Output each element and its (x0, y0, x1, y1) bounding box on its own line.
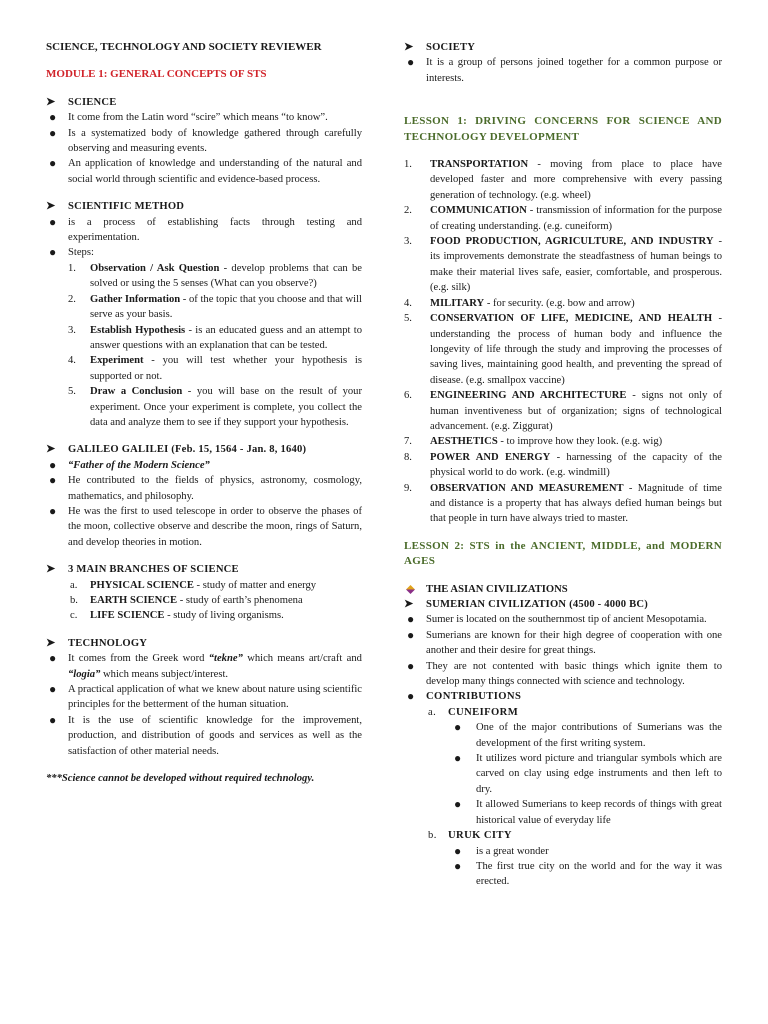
list-item: ● It utilizes word picture and triangular symbols which are carved on clay using edge instruments and then left to dry. (454, 751, 722, 795)
list-item: ● He contributed to the fields of physics, astronomy, cosmology, mathematics, and philosophy. (49, 473, 362, 502)
bullet-icon: ● (407, 689, 415, 704)
concern-item: 4. MILITARY - for security. (e.g. bow and arrow) (404, 297, 635, 309)
bullet-icon: ● (454, 797, 462, 812)
bullet-icon: ● (407, 627, 415, 642)
list-item: ● is a great wonder (454, 843, 549, 858)
list-item: ● A practical application of what we knew about nature using scientific principles for the betterment of the human situation. (49, 682, 362, 711)
concern-item: 6. ENGINEERING AND ARCHITECTURE - signs not only of human inventiveness but of organization; signs of technological advancement. (e.g. Ziggurat) (404, 390, 722, 432)
bullet-icon: ● (49, 473, 57, 488)
list-item: ● An application of knowledge and understanding of the natural and social world through scientific and evidence-based process. (49, 156, 362, 185)
step-item: 4. Experiment - you will test whether your hypothesis is supported or not. (68, 355, 362, 382)
concern-item: 9. OBSERVATION AND MEASUREMENT - Magnitude of time and distance is a property that has always defied human beings but that people in turn have always tried to master. (404, 482, 722, 525)
bullet-icon: ● (49, 712, 57, 727)
branch-item: c. LIFE SCIENCE - study of living organisms. (70, 610, 284, 622)
bullet-icon: ● (407, 612, 415, 627)
arrow-bullet-icon: ➤ (46, 563, 56, 576)
concern-item: 7. AESTHETICS - to improve how they look. (e.g. wig) (404, 436, 663, 448)
arrow-bullet-icon: ➤ (404, 41, 414, 53)
list-item: ● is a process of establishing facts through testing and experimentation. (49, 214, 362, 244)
sumerian-heading: ➤ SUMERIAN CIVILIZATION (4500 - 4000 BC) (404, 597, 722, 612)
list-item: ● The first true city on the world and for the way it was erected. (454, 858, 722, 888)
concern-item: 3. FOOD PRODUCTION, AGRICULTURE, AND INDUSTRY - its improvements demonstrate the steadfastness of human beings to make their material lives safe, easier, comfortable, and prosperous. (e.g. silk) (404, 236, 722, 294)
list-item: ● It come from the Latin word “scire” which means “to know”. (49, 110, 328, 125)
document-title: SCIENCE, TECHNOLOGY AND SOCIETY REVIEWER (46, 41, 322, 53)
bullet-icon: ● (49, 214, 57, 229)
bullet-icon: ● (49, 156, 57, 171)
bullet-icon: ● (49, 457, 57, 472)
arrow-bullet-icon: ➤ (46, 200, 56, 213)
bullet-icon: ● (407, 658, 415, 673)
arrow-bullet-icon: ➤ (46, 636, 56, 649)
step-item: 3. Establish Hypothesis - is an educated guess and an attempt to answer questions with an explanation that can be tested. (68, 324, 362, 351)
contributions-heading: ● CONTRIBUTIONS (407, 689, 522, 704)
list-item: ● It allowed Sumerians to keep records of things with great historical value of everyday life (454, 797, 722, 826)
concern-item: 8. POWER AND ENERGY - harnessing of the capacity of the physical world to do work. (e.g. windmill) (404, 451, 722, 479)
bullet-icon: ● (454, 843, 462, 858)
branch-item: a. PHYSICAL SCIENCE - study of matter and energy (70, 579, 317, 591)
diamond-bullet-icon (406, 585, 415, 594)
asian-civilizations-heading: THE ASIAN CIVILIZATIONS (404, 582, 722, 597)
bullet-icon: ● (49, 125, 57, 140)
right-column (404, 40, 722, 890)
science-heading: ➤ SCIENCE (46, 95, 362, 110)
technology-note: ***Science cannot be developed without required technology. (46, 773, 315, 785)
list-item: ● He was the first to used telescope in order to observe the phases of the moon, collective observe and describe the moon, rings of Saturn, and develop theories in motion. (49, 503, 362, 548)
lesson-2-heading: LESSON 2: STS in the ANCIENT, MIDDLE, and MODERN AGES (404, 539, 722, 568)
scientific-method-heading: ➤ SCIENTIFIC METHOD (46, 199, 362, 214)
list-item: ● Is a systematized body of knowledge gathered through carefully observing and measuring events. (49, 125, 362, 155)
uruk-heading: b. URUK CITY (428, 830, 512, 842)
list-item: ● They are not contented with basic things which ignite them to develop many things connected with science and technology. (407, 658, 722, 688)
bullet-icon: ● (49, 682, 57, 697)
technology-heading: ➤ TECHNOLOGY (46, 636, 362, 651)
bullet-icon: ● (454, 751, 462, 766)
bullet-icon: ● (49, 503, 57, 518)
list-item: ● Sumer is located on the southernmost tip of ancient Mesopotamia. (407, 612, 707, 627)
module-heading: MODULE 1: GENERAL CONCEPTS OF STS (46, 68, 267, 81)
bullet-icon: ● (49, 110, 57, 125)
galileo-heading: ➤ GALILEO GALILEI (Feb. 15, 1564 - Jan. 8, 1640) (46, 442, 362, 457)
list-item: ● Steps: (49, 245, 94, 260)
cuneiform-heading: a. CUNEIFORM (428, 706, 519, 718)
list-item: ● One of the major contributions of Sumerians was the development of the first writing system. (454, 720, 722, 749)
concern-item: 5. CONSERVATION OF LIFE, MEDICINE, AND HEALTH - understanding the process of human body and influence the longevity of life through the study and improving the processes of saving lives, maintaining good health, and preventing the spread of disease. (e.g. smallpox vaccine) (404, 313, 722, 386)
arrow-bullet-icon: ➤ (404, 598, 414, 610)
bullet-icon: ● (49, 245, 57, 260)
step-item: 5. Draw a Conclusion - you will base on the result of your experiment. Once your experiment is complete, you collect the data and analyze them to see if they support your hypothesis. (68, 386, 363, 428)
list-item: ● It is the use of scientific knowledge for the improvement, production, and distribution of goods and services as well as the satisfaction of other material needs. (49, 712, 362, 757)
list-item: ● It is a group of persons joined together for a common purpose or interests. (407, 55, 722, 84)
list-item: ● It comes from the Greek word “tekne” which means art/craft and “logia” which means subject/interest. (49, 651, 362, 680)
concern-item: 2. COMMUNICATION - transmission of information for the purpose of creating understanding. (e.g. cuneiform) (404, 205, 722, 232)
concern-item: 1. TRANSPORTATION - moving from place to place have developed faster and more comprehensive with every passing generation of technology. (e.g. wheel) (404, 159, 722, 201)
list-item: ● Sumerians are known for their high degree of cooperation with one another and their desire for great things. (407, 627, 722, 657)
bullet-icon: ● (49, 651, 57, 666)
branch-item: b. EARTH SCIENCE - study of earth’s phenomena (70, 595, 303, 606)
arrow-bullet-icon: ➤ (46, 443, 56, 456)
bullet-icon: ● (454, 720, 462, 735)
bullet-icon: ● (407, 55, 415, 70)
bullet-icon: ● (454, 858, 462, 873)
branches-heading: ➤ 3 MAIN BRANCHES OF SCIENCE (46, 562, 362, 577)
society-heading: ➤ SOCIETY (404, 40, 722, 55)
lesson-1-heading: LESSON 1: DRIVING CONCERNS FOR SCIENCE AND TECHNOLOGY DEVELOPMENT (404, 115, 722, 143)
left-column (46, 40, 362, 786)
step-item: 1. Observation / Ask Question - develop problems that can be solved or using the 5 senses (What can you observe?) (68, 262, 362, 290)
list-item: ● “Father of the Modern Science” (49, 457, 210, 472)
step-item: 2. Gather Information - of the topic that you choose and that will serve as your basis. (68, 293, 363, 321)
arrow-bullet-icon: ➤ (46, 95, 56, 108)
